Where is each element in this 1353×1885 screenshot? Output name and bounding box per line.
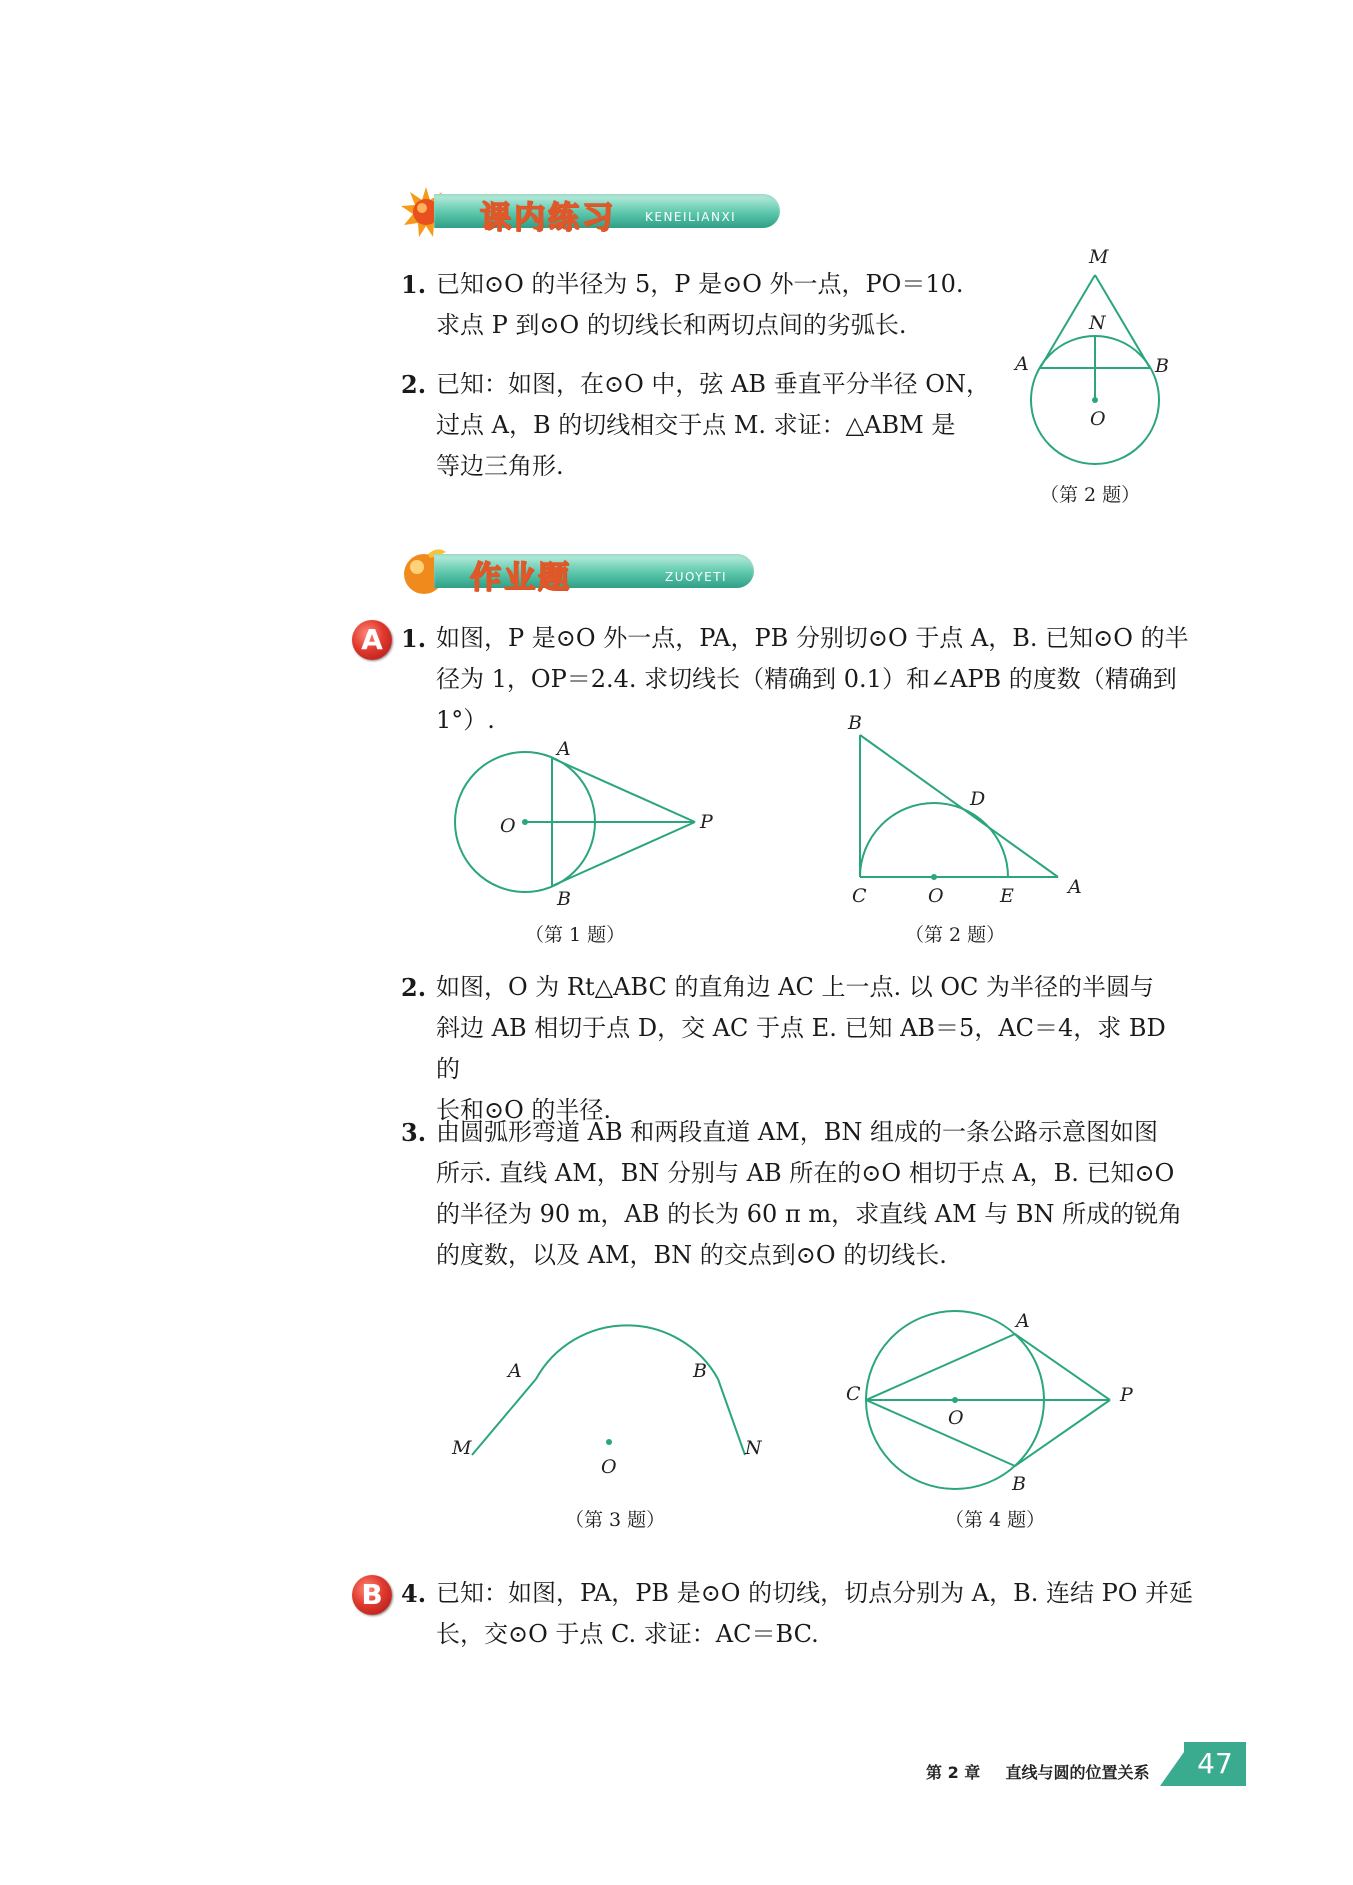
label-P: P: [700, 811, 713, 833]
text-line: 已知⊙O 的半径为 5，P 是⊙O 外一点，PO＝10.: [436, 270, 964, 298]
text-line: 已知：如图，在⊙O 中，弦 AB 垂直平分半径 ON，: [436, 370, 990, 398]
homework-number: 3.: [401, 1118, 427, 1147]
label-B: B: [1155, 355, 1169, 377]
text-line: 求点 P 到⊙O 的切线长和两切点间的劣弧长.: [436, 311, 907, 339]
homework-3: [401, 1112, 1196, 1276]
footer-chapter: [926, 1760, 1149, 1783]
homework-2: [401, 967, 1196, 1131]
figure-homework-1: [440, 730, 740, 910]
homework-4: [401, 1573, 1196, 1655]
text-line: 长和⊙O 的半径.: [436, 1096, 612, 1124]
label-B: B: [848, 712, 862, 734]
label-B: B: [1012, 1473, 1026, 1495]
text-line: 斜边 AB 相切于点 D，交 AC 于点 E. 已知 AB＝5，AC＝4，求 BD 的: [436, 1014, 1166, 1083]
grade-a-badge: A: [352, 620, 392, 660]
text-line: 已知：如图，PA，PB 是⊙O 的切线，切点分别为 A，B. 连结 PO 并延: [436, 1579, 1194, 1607]
label-P: P: [1120, 1384, 1133, 1406]
label-C: C: [846, 1383, 861, 1405]
exercise-number: 1.: [401, 270, 427, 299]
label-A: A: [1068, 876, 1082, 898]
section-title: 课内练习: [480, 200, 616, 236]
chapter-title: 直线与圆的位置关系: [1005, 1763, 1150, 1782]
figure-caption: （第 2 题）: [1040, 484, 1141, 506]
text-line: 过点 A，B 的切线相交于点 M. 求证：△ABM 是: [436, 411, 956, 439]
label-B: B: [557, 888, 571, 910]
section-banner-practice: [400, 190, 780, 236]
section-subtitle: KENEILIANXI: [645, 210, 737, 224]
figure-homework-3: [440, 1315, 780, 1480]
section-subtitle: ZUOYETI: [665, 570, 728, 584]
figure-homework-4: [840, 1300, 1160, 1500]
label-A: A: [1016, 1310, 1030, 1332]
exercise-1: [401, 264, 996, 346]
text-line: 所示. 直线 AM，BN 分别与 AB 所在的⊙O 相切于点 A，B. 已知⊙O: [436, 1159, 1175, 1187]
text-line: 径为 1，OP＝2.4. 求切线长（精确到 0.1）和∠APB 的度数（精确到 1°）.: [436, 665, 1177, 734]
label-A: A: [557, 738, 571, 760]
figure-homework-2: [840, 705, 1100, 910]
exercise-2: [401, 364, 996, 487]
text-line: 的度数，以及 AM，BN 的交点到⊙O 的切线长.: [436, 1241, 947, 1269]
text-line: 的半径为 90 m，AB 的长为 60 π m，求直线 AM 与 BN 所成的锐角: [436, 1200, 1183, 1228]
figure-caption: （第 3 题）: [565, 1509, 666, 1531]
label-O: O: [948, 1407, 964, 1429]
label-M: M: [452, 1437, 472, 1459]
label-N: N: [745, 1437, 762, 1459]
label-O: O: [928, 885, 944, 907]
figure-exercise-2: [1010, 240, 1180, 480]
label-A: A: [508, 1360, 522, 1382]
grade-b-badge: B: [352, 1575, 392, 1615]
text-line: 长，交⊙O 于点 C. 求证：AC＝BC.: [436, 1620, 819, 1648]
label-O: O: [1090, 408, 1106, 430]
label-B: B: [693, 1360, 707, 1382]
section-banner-homework: [400, 550, 760, 596]
figure-caption: （第 1 题）: [525, 924, 626, 946]
label-C: C: [852, 885, 867, 907]
homework-number: 1.: [401, 624, 427, 653]
figure-caption: （第 2 题）: [905, 924, 1006, 946]
figure-caption: （第 4 题）: [945, 1509, 1046, 1531]
text-line: 如图，O 为 Rt△ABC 的直角边 AC 上一点. 以 OC 为半径的半圆与: [436, 973, 1155, 1001]
homework-number: 2.: [401, 973, 427, 1002]
label-O: O: [500, 815, 516, 837]
label-A: A: [1015, 353, 1029, 375]
text-line: 由圆弧形弯道 AB 和两段直道 AM，BN 组成的一条公路示意图如图: [436, 1118, 1159, 1146]
label-O: O: [601, 1456, 617, 1478]
page-tab-icon: [1160, 1752, 1184, 1786]
text-line: 如图，P 是⊙O 外一点，PA，PB 分别切⊙O 于点 A，B. 已知⊙O 的半: [436, 624, 1189, 652]
label-M: M: [1089, 246, 1109, 268]
label-D: D: [970, 788, 986, 810]
exercise-number: 2.: [401, 370, 427, 399]
label-N: N: [1089, 312, 1106, 334]
label-E: E: [1000, 885, 1014, 907]
homework-number: 4.: [401, 1579, 427, 1608]
page-number: 47: [1184, 1742, 1246, 1786]
text-line: 等边三角形.: [436, 452, 564, 480]
chapter-number: 第 2 章: [926, 1763, 981, 1782]
section-title: 作业题: [470, 560, 572, 596]
